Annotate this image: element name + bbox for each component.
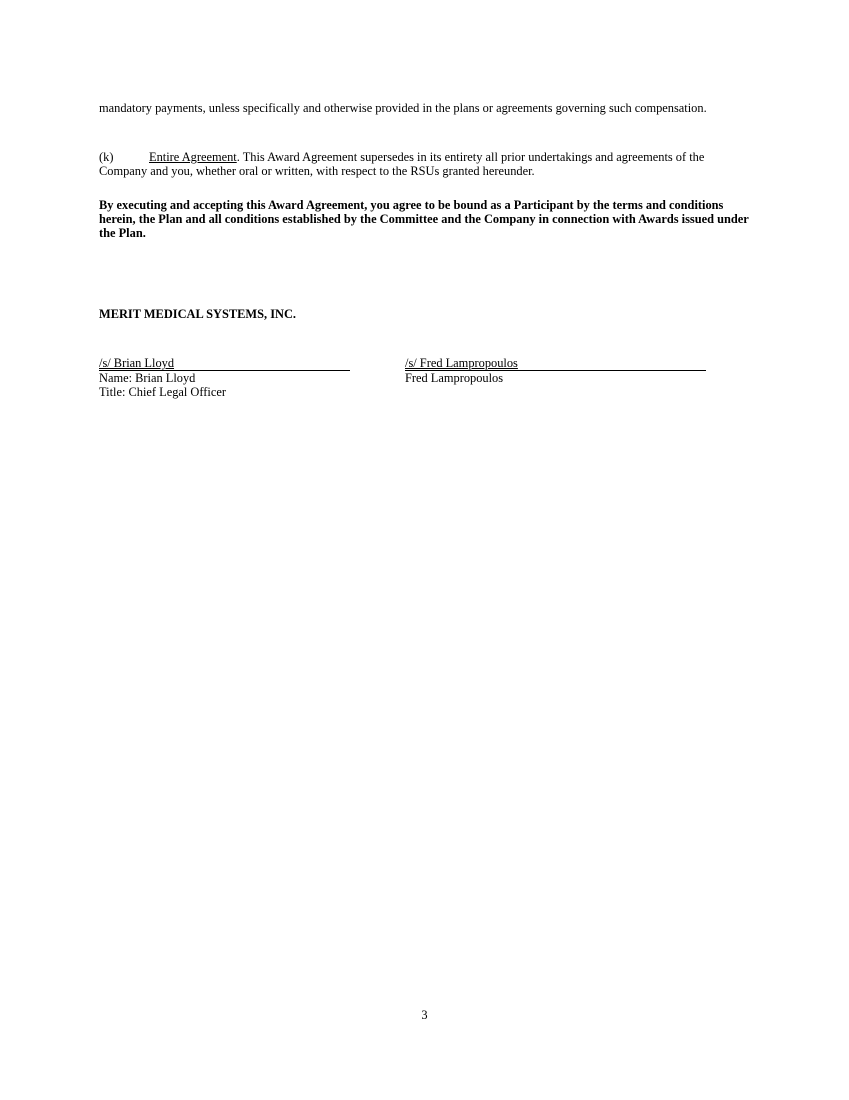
section-body: . This Award Agreement supersedes in its entirety all prior undertakings and agreements of the Company and you, whether oral or written, with respect to the RSUs granted hereunder. — [99, 150, 705, 178]
section-label: (k) — [99, 150, 114, 164]
signature-left: /s/ Brian Lloyd — [99, 356, 175, 370]
page-number: 3 — [421, 1008, 428, 1022]
continuation-paragraph: mandatory payments, unless specifically and otherwise provided in the plans or agreements governing such compensation. — [99, 101, 707, 115]
signer-name-left: Name: Brian Lloyd — [99, 371, 196, 385]
signer-title-left: Title: Chief Legal Officer — [99, 385, 226, 399]
signature-line-right — [405, 356, 706, 371]
signer-name-right: Fred Lampropoulos — [405, 371, 504, 385]
acceptance-paragraph: By executing and accepting this Award Agreement, you agree to be bound as a Participant by the terms and conditions herein, the Plan and all conditions established by the Committee and the Company in connection with Awards issued under the Plan. — [99, 198, 749, 240]
signature-block-left — [99, 356, 350, 399]
signature-right: /s/ Fred Lampropoulos — [405, 356, 518, 370]
section-heading: Entire Agreement — [149, 150, 237, 164]
signature-block-right — [405, 356, 706, 385]
company-name: MERIT MEDICAL SYSTEMS, INC. — [99, 307, 297, 321]
signature-line-left — [99, 356, 350, 371]
entire-agreement-paragraph — [99, 150, 749, 178]
